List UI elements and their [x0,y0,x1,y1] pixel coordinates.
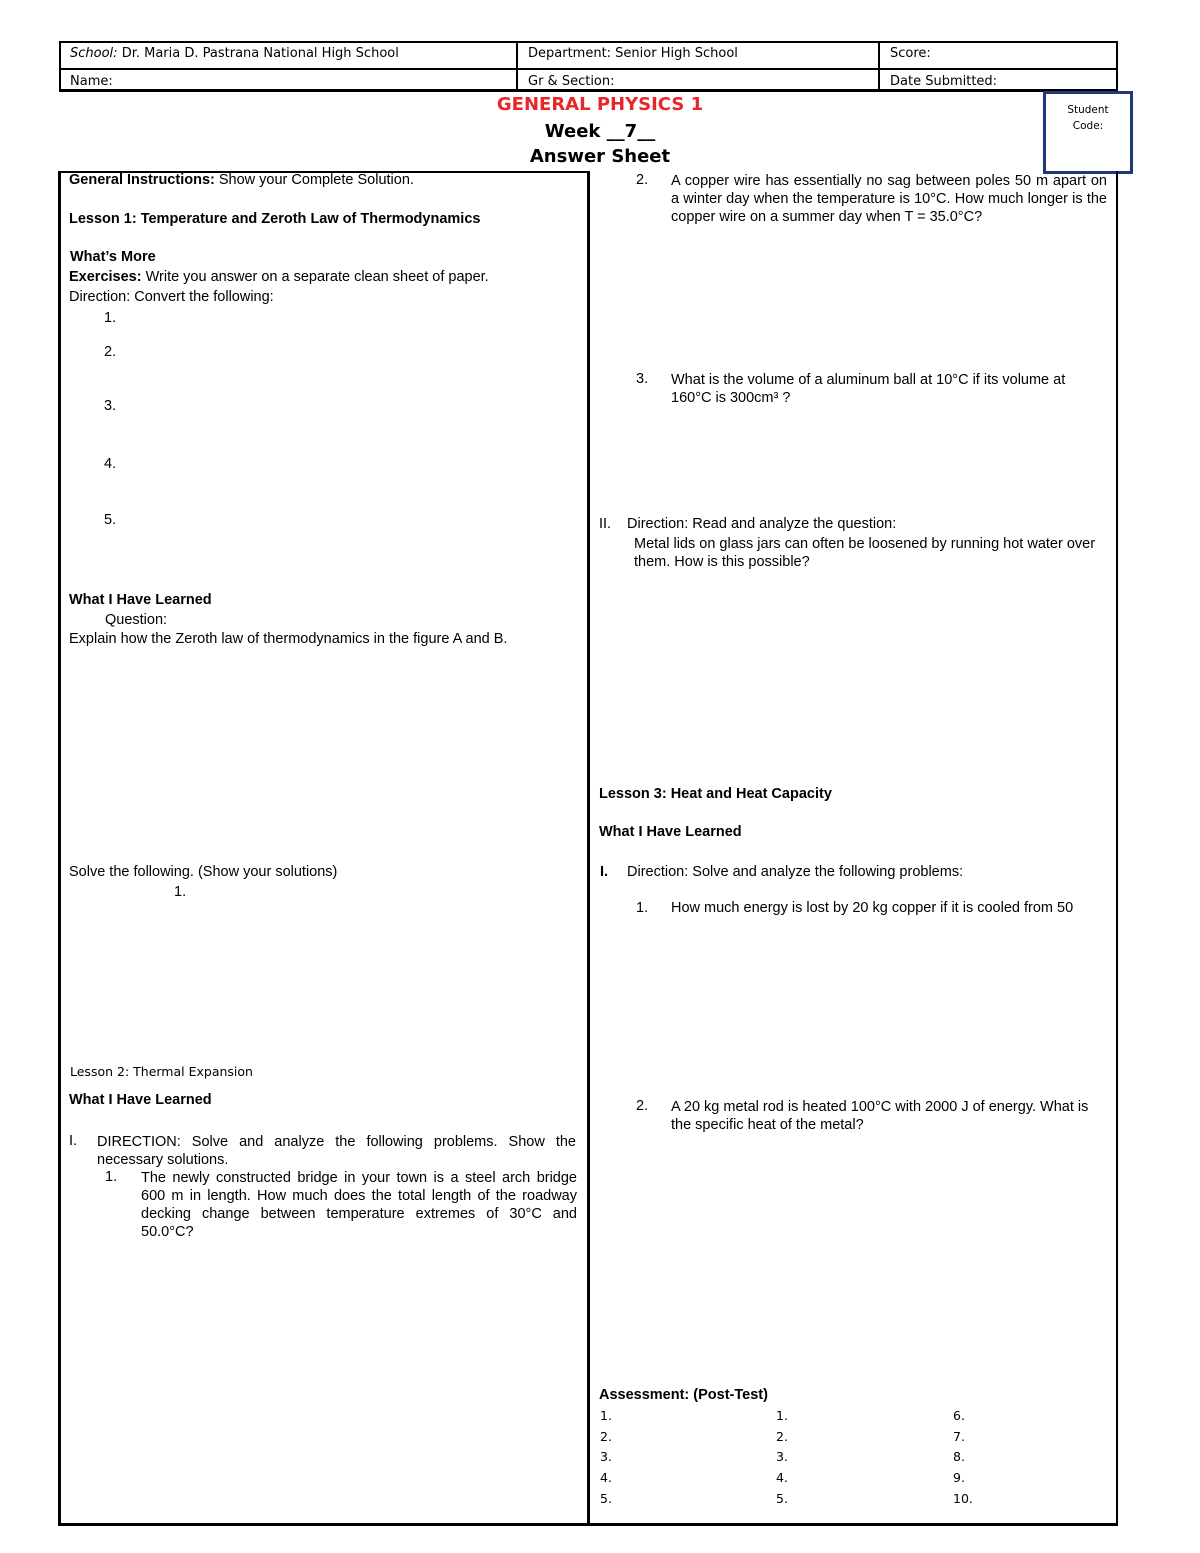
explain-question: Explain how the Zeroth law of thermodynamics in the figure A and B. [69,631,508,647]
general-instructions-label: General Instructions: [69,172,215,188]
convert-item-2: 2. [104,344,117,360]
direction-marker: I. [69,1133,78,1149]
rod-question: A 20 kg metal rod is heated 100°C with 2000 J of energy. What is the specific heat of the metal? [671,1099,1089,1133]
body-left-border [58,171,61,1526]
aluminum-number: 3. [636,371,649,387]
exercises-label: Exercises: [69,269,142,285]
convert-item-3: 3. [104,398,117,414]
direction-3-marker: I. [600,864,609,880]
exercises-text: Write you answer on a separate clean sheet of paper. [141,269,489,285]
solve-item-1: 1. [174,884,187,900]
copper-question: A copper wire has essentially no sag between poles 50 m apart on a winter day when the temperature is 10°C. How much longer is the copper wire on a summer day when T = 35.0°C? [671,173,1107,225]
answer-line: 4. [776,1470,788,1485]
direction-2-marker: II. [599,516,612,532]
score-field: Score: [890,46,931,61]
energy-question: How much energy is lost by 20 kg copper if it is cooled from 50 [671,900,1074,916]
what-i-have-learned-heading-3: What I Have Learned [599,824,742,840]
general-instructions-text: Show your Complete Solution. [214,172,414,188]
date-submitted-field: Date Submitted: [890,74,998,89]
assessment-heading: Assessment: (Post-Test) [599,1387,768,1403]
grade-section-field: Gr & Section: [528,74,615,89]
header-mid-border [59,68,1118,70]
whats-more-heading: What’s More [70,249,156,265]
student-code-label-2: Code: [1072,120,1104,132]
exercises-line [69,269,489,285]
question-label: Question: [105,612,168,628]
answer-line: 3. [776,1449,788,1464]
bridge-number: 1. [105,1169,118,1185]
answer-line: 3. [600,1449,612,1464]
bridge-question: The newly constructed bridge in your town is a steel arch bridge 600 m in length. How much does the total length of the roadway decking change between temperature extremes of 30°C and 50.0°C? [141,1170,577,1240]
header-bottom-border [59,89,1118,92]
week-title: Week __7__ [544,121,656,142]
aluminum-question: What is the volume of a aluminum ball at 10°C if its volume at 160°C is 300cm³ ? [671,372,1066,406]
energy-number: 1. [636,900,649,916]
lesson-3-heading: Lesson 3: Heat and Heat Capacity [599,786,832,802]
copper-number: 2. [636,172,649,188]
direction-3-text: Direction: Solve and analyze the following problems: [627,864,964,880]
what-i-have-learned-heading-2: What I Have Learned [69,1092,212,1108]
school-label: School: [70,46,118,61]
header-top-border [59,41,1118,43]
convert-item-5: 5. [104,512,117,528]
general-instructions [69,172,414,188]
answer-line: 9. [953,1470,965,1485]
answer-line: 10. [953,1491,973,1506]
answer-line: 2. [600,1429,612,1444]
answer-line: 8. [953,1449,965,1464]
direction-2-text: Direction: Read and analyze the question: [627,516,897,532]
answer-line: 1. [776,1408,788,1423]
answer-line: 6. [953,1408,965,1423]
answer-line: 5. [600,1491,612,1506]
answer-line: 7. [953,1429,965,1444]
solve-following: Solve the following. (Show your solutions) [69,864,338,880]
lesson-2-heading: Lesson 2: Thermal Expansion [70,1064,253,1079]
header-right-border [1116,41,1118,92]
what-i-have-learned-heading: What I Have Learned [69,592,212,608]
answer-line: 2. [776,1429,788,1444]
body-bottom-border [58,1523,1118,1526]
school-value: Dr. Maria D. Pastrana National High School [121,46,399,61]
direction-text: DIRECTION: Solve and analyze the following problems. Show the necessary solutions. [97,1134,576,1168]
convert-item-4: 4. [104,456,117,472]
direction-convert: Direction: Convert the following: [69,289,274,305]
name-field: Name: [70,74,113,89]
school-field [70,46,399,61]
answer-line: 5. [776,1491,788,1506]
student-code-label-1: Student [1067,104,1109,116]
answer-sheet-title: Answer Sheet [529,146,671,167]
header-divider-2 [878,41,880,92]
lesson-1-heading: Lesson 1: Temperature and Zeroth Law of Thermodynamics [69,211,481,227]
rod-number: 2. [636,1098,649,1114]
metal-lids-question: Metal lids on glass jars can often be loosened by running hot water over them. How is this possible? [634,536,1096,570]
subject-title: GENERAL PHYSICS 1 [496,94,704,115]
body-right-border [1116,171,1118,1526]
header-left-border [59,41,61,92]
answer-line: 4. [600,1470,612,1485]
department-field: Department: Senior High School [528,46,738,61]
convert-item-1: 1. [104,310,117,326]
body-center-divider [587,171,590,1526]
answer-line: 1. [600,1408,612,1423]
header-divider-1 [516,41,518,92]
